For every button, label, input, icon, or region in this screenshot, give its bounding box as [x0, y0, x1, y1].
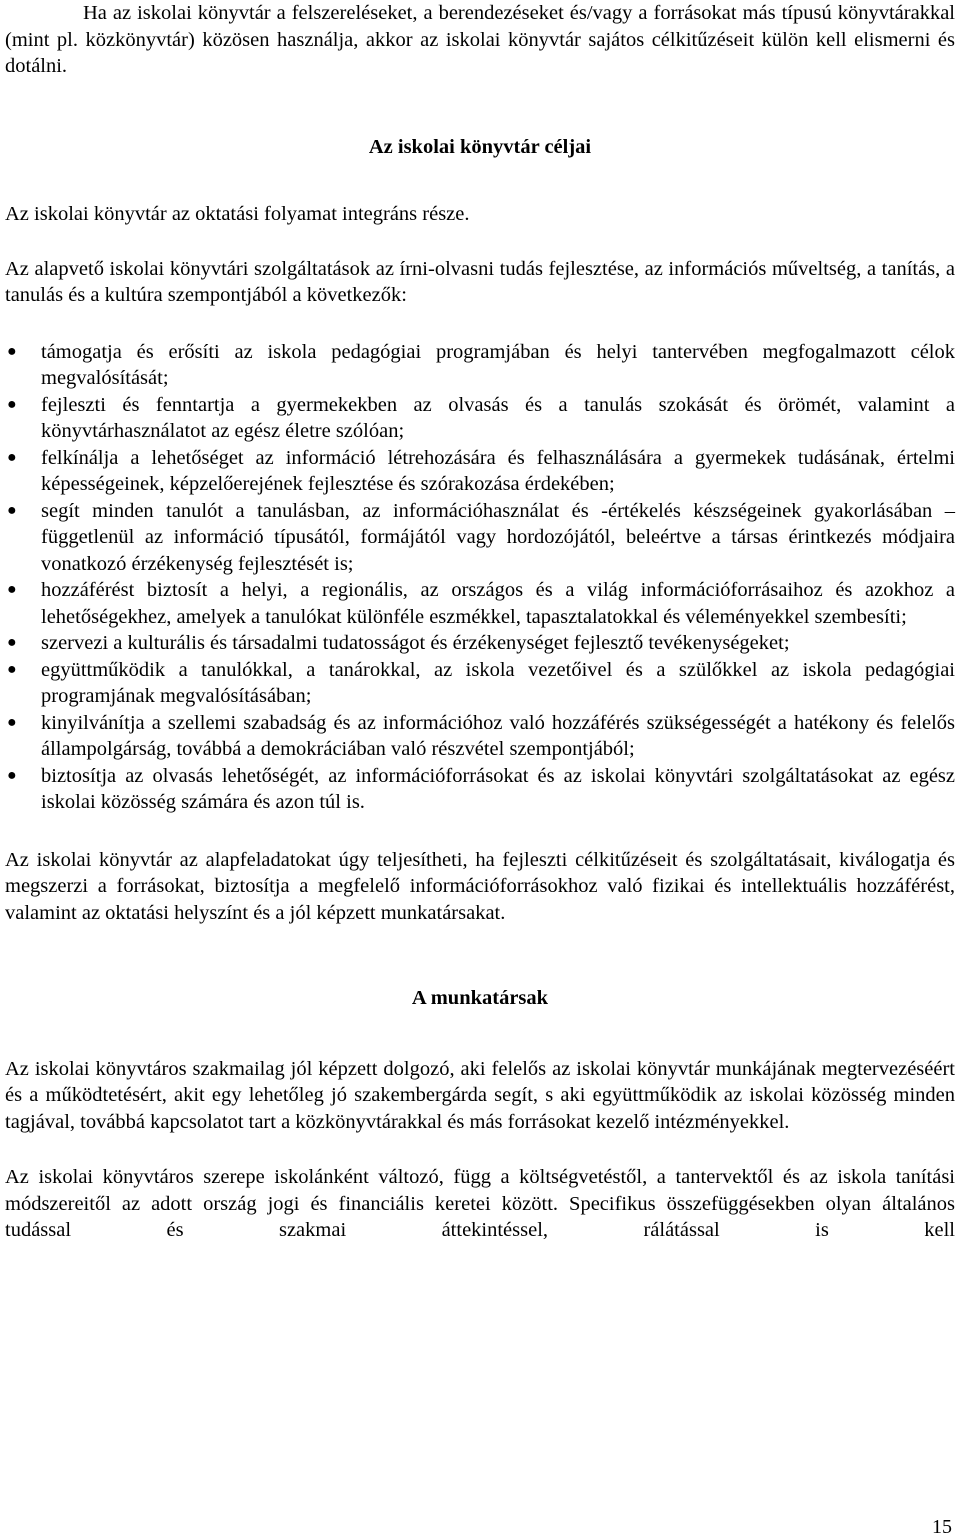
goals-intro-paragraph: Az iskolai könyvtár az oktatási folyamat integráns része.: [5, 203, 470, 225]
tasks-paragraph: Az iskolai könyvtár az alapfeladatokat úgy teljesítheti, ha fejleszti célkitűzéseit és szolgáltatásait, kiválogatja és megszerzi a forrásokat, biztosítja a megfelelő információforrásokhoz való fizikai és intellektuális hozzáférést, valamint az oktatási helyszínt és a jól képzett munkatársakat.: [5, 848, 955, 924]
list-item: [5, 392, 955, 445]
heading-goals: Az iskolai könyvtár céljai: [368, 135, 592, 158]
list-item-text: szervezi a kulturális és társadalmi tudatosságot és érzékenységet fejlesztő tevékenységeket;: [41, 632, 790, 654]
bullet-icon: ●: [7, 766, 17, 784]
list-item: [5, 657, 955, 710]
bullet-icon: ●: [7, 342, 17, 360]
list-item: [5, 710, 955, 763]
list-item: [5, 630, 955, 657]
list-item-text: fejleszti és fenntartja a gyermekekben az olvasás és a tanulás szokását és örömét, valamint a könyvtárhasználatot az egész életre szólóan;: [41, 393, 955, 442]
list-item: [5, 763, 955, 816]
bullet-icon: ●: [7, 581, 17, 598]
bullet-icon: ●: [7, 395, 17, 413]
intro-paragraph: Ha az iskolai könyvtár a felszereléseket, a berendezéseket és/vagy a forrásokat más típusú könyvtárakkal (mint pl. közkönyvtár) közösen használja, akkor az iskolai könyvtár sajátos célkitűzéseit külön kell elismerni és dotálni.: [5, 2, 955, 77]
list-item-text: felkínálja a lehetőséget az információ létrehozására és felhasználására a gyermekek tudásának, értelmi képességeinek, képzelőerejének fejlesztése és szórakozása érdekében;: [41, 446, 955, 495]
page-number: 15: [932, 1516, 952, 1538]
list-item-text: támogatja és erősíti az iskola pedagógiai programjában és helyi tantervében megfogalmazott célok megvalósítását;: [41, 340, 955, 389]
heading-staff: A munkatársak: [411, 987, 549, 1009]
list-item-text: együttműködik a tanulókkal, a tanárokkal, az iskola vezetőivel és a szülőkkel az iskola pedagógiai programjának megvalósításában;: [41, 658, 955, 707]
services-list: [5, 339, 955, 816]
document-page: [5, 0, 955, 1244]
list-item-text: kinyilvánítja a szellemi szabadság és az információhoz való hozzáférés szükségességét a hatékony és felelős állampolgárság, továbbá a demokráciában való részvétel szempontjából;: [41, 711, 955, 760]
bullet-icon: ●: [7, 501, 17, 519]
list-item-text: segít minden tanulót a tanulásban, az információhasználat és -értékelés készségeinek gyakorlásában – függetlenül az információ típusától, formájától vagy hordozójától, beleértve a társas érintkezés módjaira vonatkozó érzékenység fejlesztését is;: [41, 499, 955, 575]
bullet-icon: ●: [7, 713, 17, 731]
services-intro-paragraph: Az alapvető iskolai könyvtári szolgáltatások az írni-olvasni tudás fejlesztése, az információs műveltség, a tanítás, a tanulás és a kultúra szempontjából a következők:: [5, 257, 955, 306]
bullet-icon: ●: [7, 660, 17, 678]
staff-paragraph-2: Az iskolai könyvtáros szerepe iskolánként változó, függ a költségvetéstől, a tantervektől és az iskola tanítási módszereitől az adott ország jogi és financiális keretei között. Specifikus összefüggésekben olyan általános tudással és szakmai áttekintéssel, rálátással is kell: [5, 1166, 955, 1241]
staff-paragraph-1: Az iskolai könyvtáros szakmailag jól képzett dolgozó, aki felelős az iskolai könyvtár munkájának megtervezéséért és a működtetésért, akit egy lehetőleg jó szakembergárda segít, s aki együttműködik az iskolai közösség minden tagjával, továbbá kapcsolatot tart a közkönyvtárakkal és más forrásokat kezelő intézményekkel.: [5, 1057, 955, 1133]
bullet-icon: ●: [7, 448, 17, 466]
list-item-text: hozzáférést biztosít a helyi, a regionális, az országos és a világ információforrásaihoz és azokhoz a lehetőségekhez, amelyek a tanulókat különféle eszmékkel, tapasztalatokkal és véleményekkel szembesíti;: [41, 579, 955, 628]
list-item: [5, 577, 955, 630]
list-item: [5, 498, 955, 578]
list-item: [5, 445, 955, 498]
list-item-text: biztosítja az olvasás lehetőségét, az információforrásokat és az iskolai könyvtári szolgáltatásokat az egész iskolai közösség számára és azon túl is.: [41, 764, 955, 813]
bullet-icon: ●: [7, 634, 17, 651]
list-item: [5, 339, 955, 392]
